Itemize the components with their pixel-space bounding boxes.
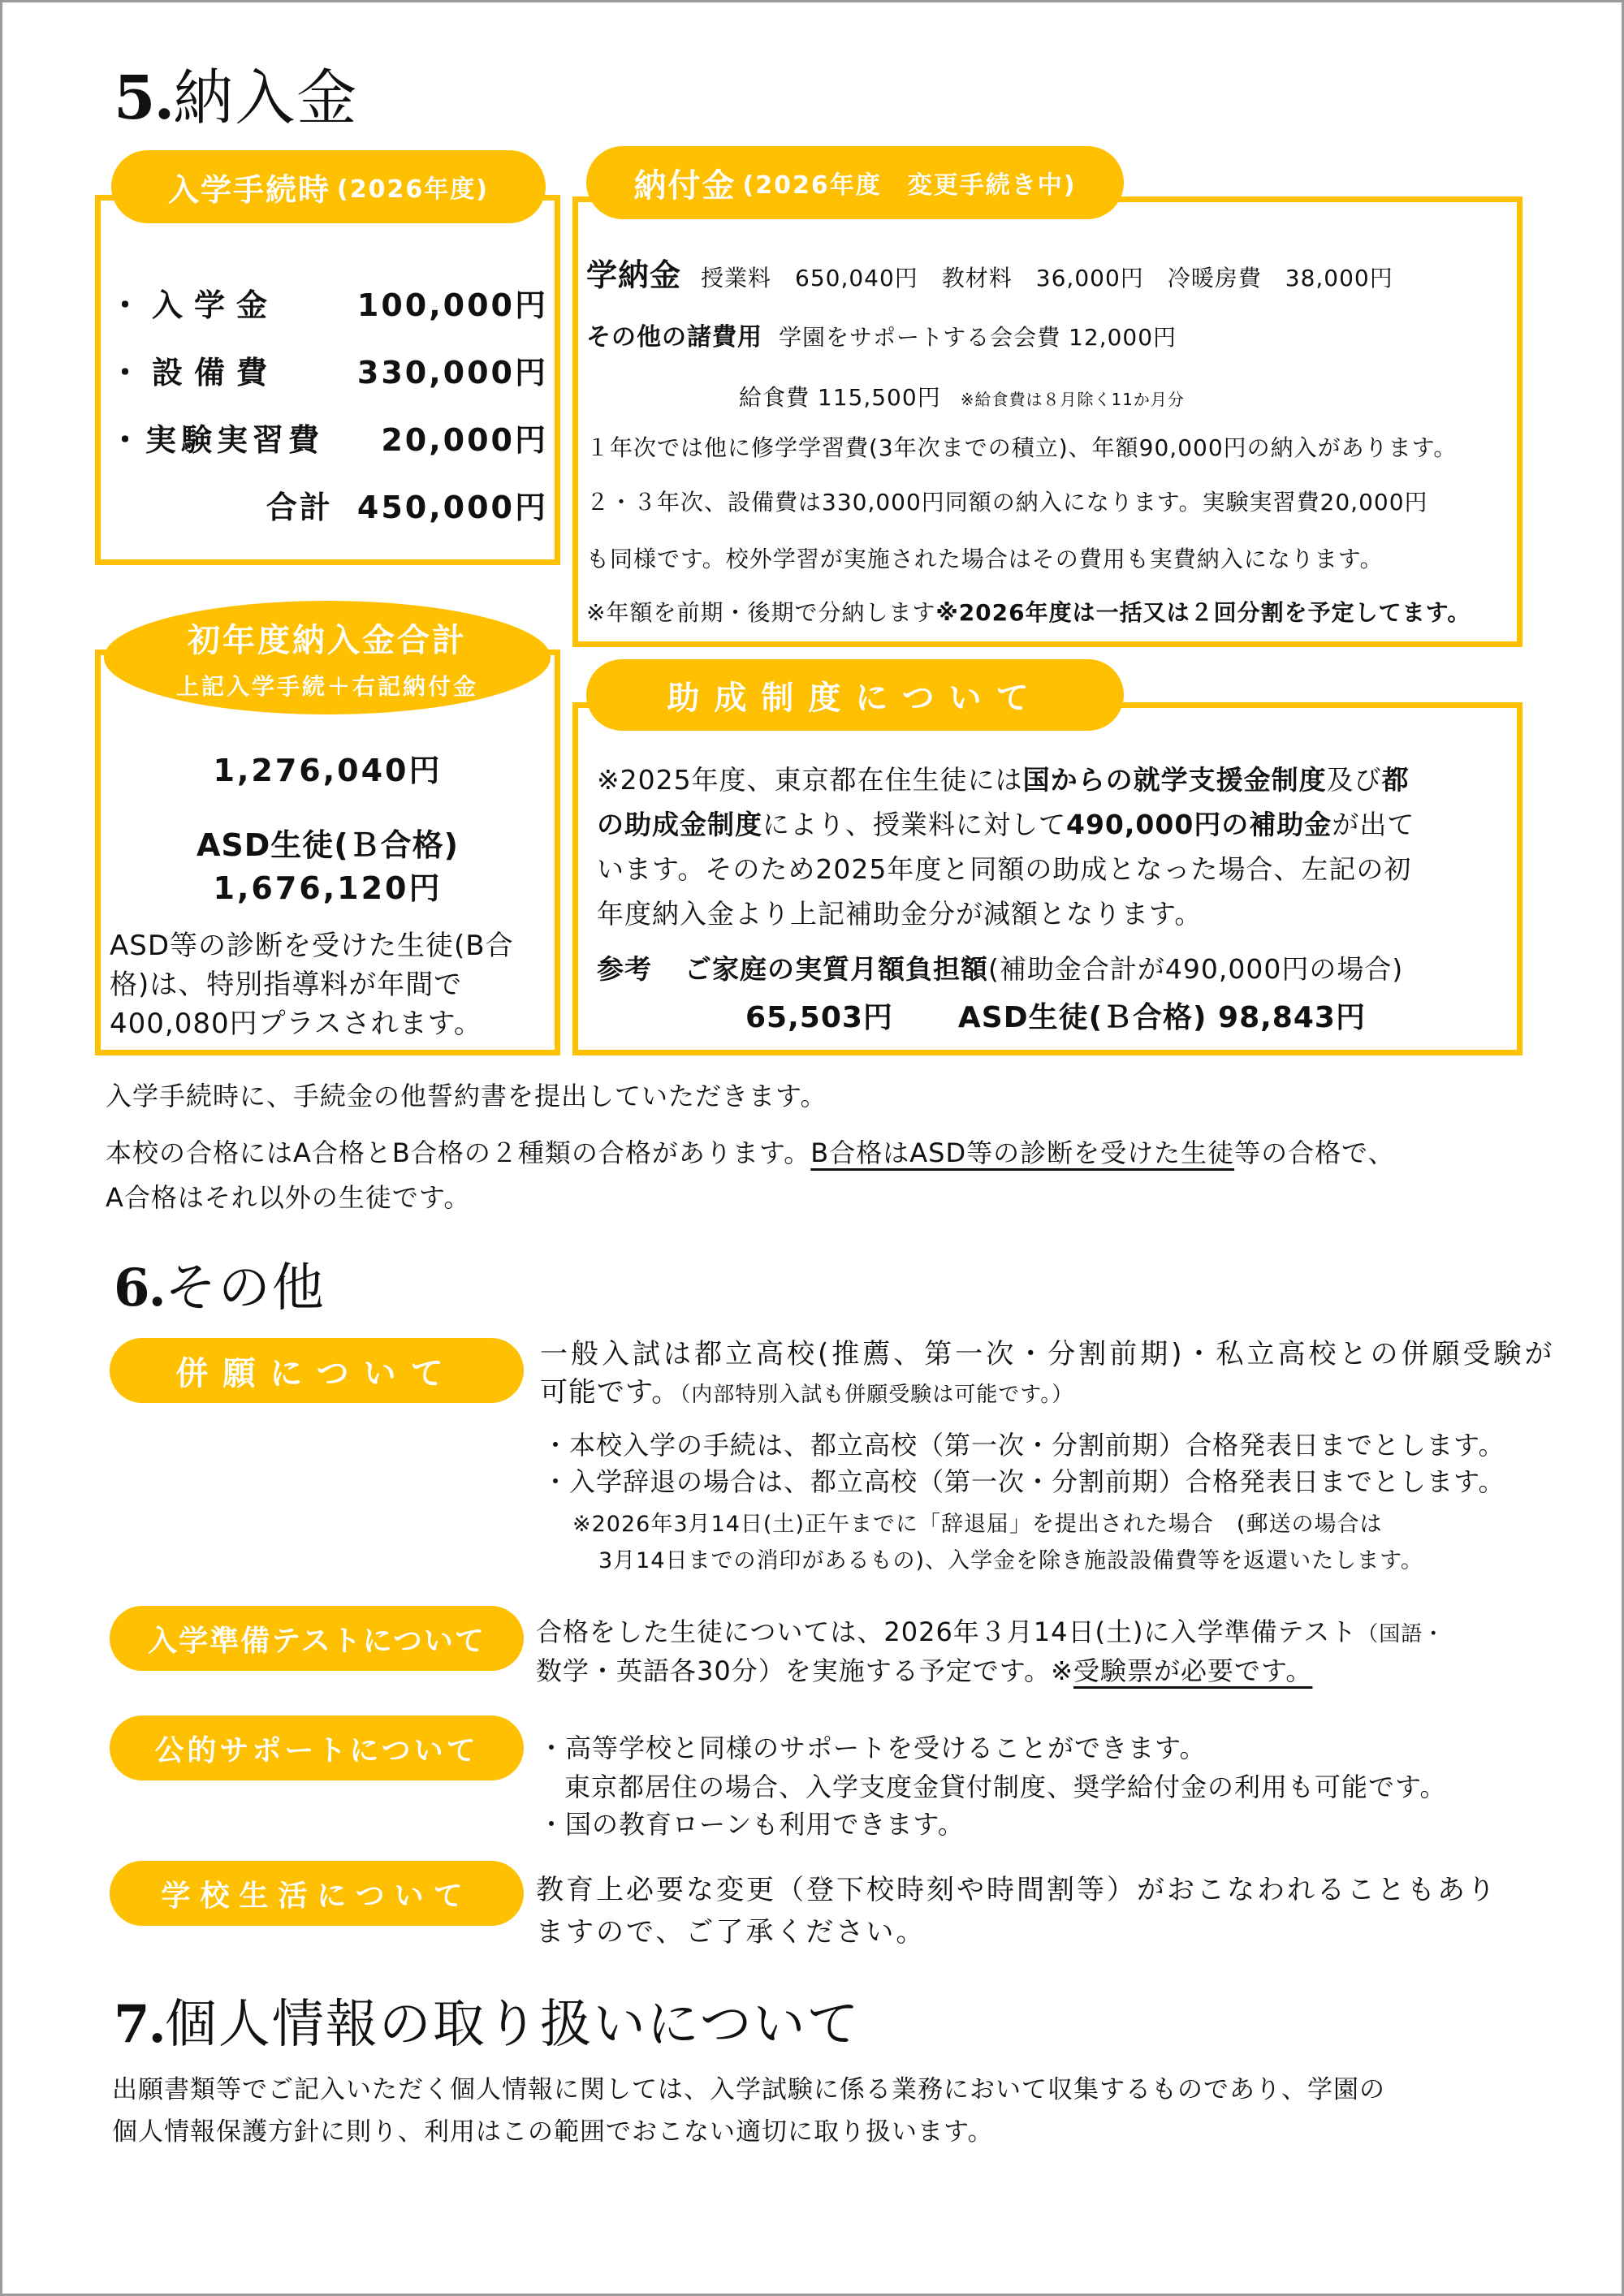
first-year-total-amount: 1,276,040円 bbox=[213, 753, 443, 788]
fee-amount: 330,000円 bbox=[356, 355, 548, 391]
school-life-line2: ますので、ご了承ください。 bbox=[536, 1916, 926, 1949]
other-fees-line bbox=[586, 317, 1177, 352]
text-span-small: （内部特別入試も併願受験は可能です。） bbox=[680, 1383, 1074, 1407]
lunch-fee-note: ※給食費は８月除く11か月分 bbox=[960, 390, 1185, 409]
text-span-bold: 都 bbox=[1381, 764, 1410, 796]
enrollment-pill-label: 入学手続時 bbox=[168, 171, 331, 208]
lunch-fee-line bbox=[739, 380, 1185, 412]
reference-normal: (補助金合計が490,000円の場合) bbox=[988, 953, 1404, 985]
payment-note-4-normal: ※年額を前期・後期で分納します bbox=[586, 599, 936, 626]
section-5-title: 納入金 bbox=[173, 63, 359, 133]
asd-note-line2: 格)は、特別指導料が年間で bbox=[110, 969, 463, 1001]
fee-label: ・入学金 bbox=[110, 287, 279, 323]
fee-amount: 100,000円 bbox=[356, 287, 548, 323]
reference-bold: ご家庭の実質月額負担額 bbox=[685, 953, 988, 985]
asd-total-amount: 1,676,120円 bbox=[213, 870, 443, 906]
parallel-application-pill: 併願について bbox=[110, 1338, 524, 1403]
first-year-pill-line1: 初年度納入金合計 bbox=[188, 621, 467, 659]
subsidy-reference-line bbox=[597, 948, 1403, 986]
fee-amount: 20,000円 bbox=[381, 422, 548, 458]
section-7-heading bbox=[114, 1994, 861, 2055]
fee-row-lab bbox=[110, 415, 548, 460]
text-span: 及び bbox=[1326, 764, 1382, 796]
payment-note-1: １年次では他に修学学習費(3年次までの積立)、年額90,000円の納入があります。 bbox=[586, 434, 1458, 461]
tuition-heading: 学納金 bbox=[586, 257, 682, 293]
text-span-bold: の助成金制度 bbox=[597, 809, 762, 840]
parallel-line1: 一般入試は都立高校(推薦、第一次・分割前期)・私立高校との併願受験が bbox=[540, 1338, 1556, 1370]
privacy-line2: 個人情報保護方針に則り、利用はこの範囲でおこない適切に取り扱います。 bbox=[112, 2117, 994, 2147]
monthly-burden-line bbox=[745, 995, 1366, 1036]
text-span-bold: 490,000円の補助金 bbox=[1066, 809, 1332, 840]
subsidy-line4: 年度納入金より上記補助金分が減額となります。 bbox=[597, 898, 1203, 930]
first-year-pill-line2: 上記入学手続＋右記納付金 bbox=[175, 672, 478, 700]
section-7-title: 個人情報の取り扱いについて bbox=[164, 1995, 861, 2055]
parallel-note1: ※2026年3月14日(土)正午までに「辞退届」を提出された場合 (郵送の場合は bbox=[572, 1512, 1383, 1537]
subsidy-pill: 助成制度について bbox=[586, 659, 1124, 731]
payment-pill-label: 納付金 bbox=[633, 166, 736, 205]
enrollment-pill-year: (2026年度) bbox=[337, 175, 489, 204]
subsidy-line1 bbox=[597, 759, 1410, 797]
text-span: 数学・英語各30分）を実施する予定です。※ bbox=[536, 1655, 1073, 1686]
text-span: ※2025年度、東京都在住生徒には bbox=[597, 764, 1023, 796]
payment-pill bbox=[586, 146, 1124, 219]
monthly-amount: 65,503円 bbox=[745, 1001, 893, 1034]
underlined-text: B合格はASD等の診断を受けた生徒 bbox=[810, 1137, 1235, 1168]
fee-row-facility bbox=[110, 347, 548, 392]
public-support-line1: ・高等学校と同様のサポートを受けることができます。 bbox=[538, 1733, 1207, 1763]
text-span: が出て bbox=[1332, 809, 1415, 840]
other-fees-heading: その他の諸費用 bbox=[586, 323, 762, 352]
fee-label: ・実験実習費 bbox=[110, 422, 325, 458]
enrollment-fees-pill bbox=[111, 150, 546, 223]
text-span: 合格をした生徒については、2026年３月14日(土)に入学準備テスト bbox=[536, 1616, 1358, 1647]
footnote-pass-types bbox=[106, 1133, 1394, 1170]
text-span-small: （国語・ bbox=[1357, 1622, 1445, 1646]
payment-pill-note: (2026年度 変更手続き中) bbox=[742, 171, 1077, 200]
text-span: により、授業料に対して bbox=[762, 809, 1066, 840]
tuition-items: 授業料 650,040円 教材料 36,000円 冷暖房費 38,000円 bbox=[701, 265, 1393, 291]
parallel-bullet2: ・入学辞退の場合は、都立高校（第一次・分割前期）合格発表日までとします。 bbox=[542, 1466, 1505, 1497]
fee-label: ・設備費 bbox=[110, 355, 279, 391]
footnote-pledge: 入学手続時に、手続金の他誓約書を提出していただきます。 bbox=[106, 1081, 827, 1111]
section-6-heading bbox=[114, 1258, 326, 1318]
payment-note-4-bold: ※2026年度は一括又は２回分割を予定してます。 bbox=[935, 599, 1471, 626]
prep-test-line1 bbox=[536, 1612, 1445, 1649]
total-label: 合計 bbox=[266, 490, 333, 525]
school-life-pill: 学校生活について bbox=[110, 1861, 524, 1926]
other-fees-line1: 学園をサポートする会会費 12,000円 bbox=[779, 324, 1177, 351]
subsidy-line2 bbox=[597, 804, 1415, 842]
prep-test-line2 bbox=[536, 1651, 1312, 1688]
section-6-title: その他 bbox=[164, 1258, 326, 1318]
payment-note-2: ２・３年次、設備費は330,000円同額の納入になります。実験実習費20,000円 bbox=[586, 489, 1428, 516]
reference-label: 参考 bbox=[597, 953, 652, 985]
privacy-line1: 出願書類等でご記入いただく個人情報に関しては、入学試験に係る業務において収集するものであり、学園の bbox=[112, 2075, 1385, 2104]
fee-row-total bbox=[110, 482, 548, 527]
asd-label: ASD生徒(Ｂ合格) bbox=[196, 827, 460, 863]
parallel-bullet1: ・本校入学の手続は、都立高校（第一次・分割前期）合格発表日までとします。 bbox=[542, 1430, 1505, 1461]
fee-row-admission bbox=[110, 280, 548, 325]
parallel-note2: 3月14日までの消印があるもの)、入学金を除き施設設備費等を返還いたします。 bbox=[598, 1548, 1423, 1573]
section-6-number: 6. bbox=[114, 1258, 165, 1318]
section-5-heading bbox=[114, 63, 359, 133]
school-life-line1: 教育上必要な変更（登下校時刻や時間割等）がおこなわれることもあり bbox=[536, 1874, 1497, 1906]
public-support-pill: 公的サポートについて bbox=[110, 1716, 524, 1780]
public-support-line3: ・国の教育ローンも利用できます。 bbox=[538, 1809, 965, 1840]
section-7-number: 7. bbox=[114, 1994, 165, 2055]
asd-note-line3: 400,080円プラスされます。 bbox=[110, 1008, 482, 1040]
prep-test-pill: 入学準備テストについて bbox=[110, 1606, 524, 1671]
first-year-total-pill bbox=[104, 601, 551, 714]
section-5-number: 5. bbox=[114, 63, 174, 133]
subsidy-line3: います。そのため2025年度と同額の助成となった場合、左記の初 bbox=[597, 853, 1412, 885]
public-support-line2: 東京都居住の場合、入学支度金貸付制度、奨学給付金の利用も可能です。 bbox=[564, 1772, 1447, 1802]
lunch-fee: 給食費 115,500円 bbox=[739, 384, 941, 411]
payment-note-4 bbox=[586, 595, 1471, 628]
tuition-line bbox=[586, 250, 1393, 295]
text-span-bold: 国からの就学支援金制度 bbox=[1022, 764, 1327, 796]
footnote-a-pass: A合格はそれ以外の生徒です。 bbox=[106, 1182, 471, 1213]
asd-note-line1: ASD等の診断を受けた生徒(B合 bbox=[110, 930, 514, 962]
text-span: 等の合格で、 bbox=[1234, 1137, 1395, 1168]
asd-monthly-amount: ASD生徒(Ｂ合格) 98,843円 bbox=[957, 1001, 1366, 1034]
text-span: 可能です。 bbox=[540, 1376, 680, 1409]
payment-note-3: も同様です。校外学習が実施された場合はその費用も実費納入になります。 bbox=[586, 546, 1384, 572]
total-amount: 450,000円 bbox=[356, 490, 548, 525]
parallel-line2 bbox=[540, 1370, 1073, 1409]
underlined-text: 受験票が必要です。 bbox=[1073, 1655, 1313, 1686]
text-span: 本校の合格にはA合格とB合格の２種類の合格があります。 bbox=[106, 1137, 811, 1168]
